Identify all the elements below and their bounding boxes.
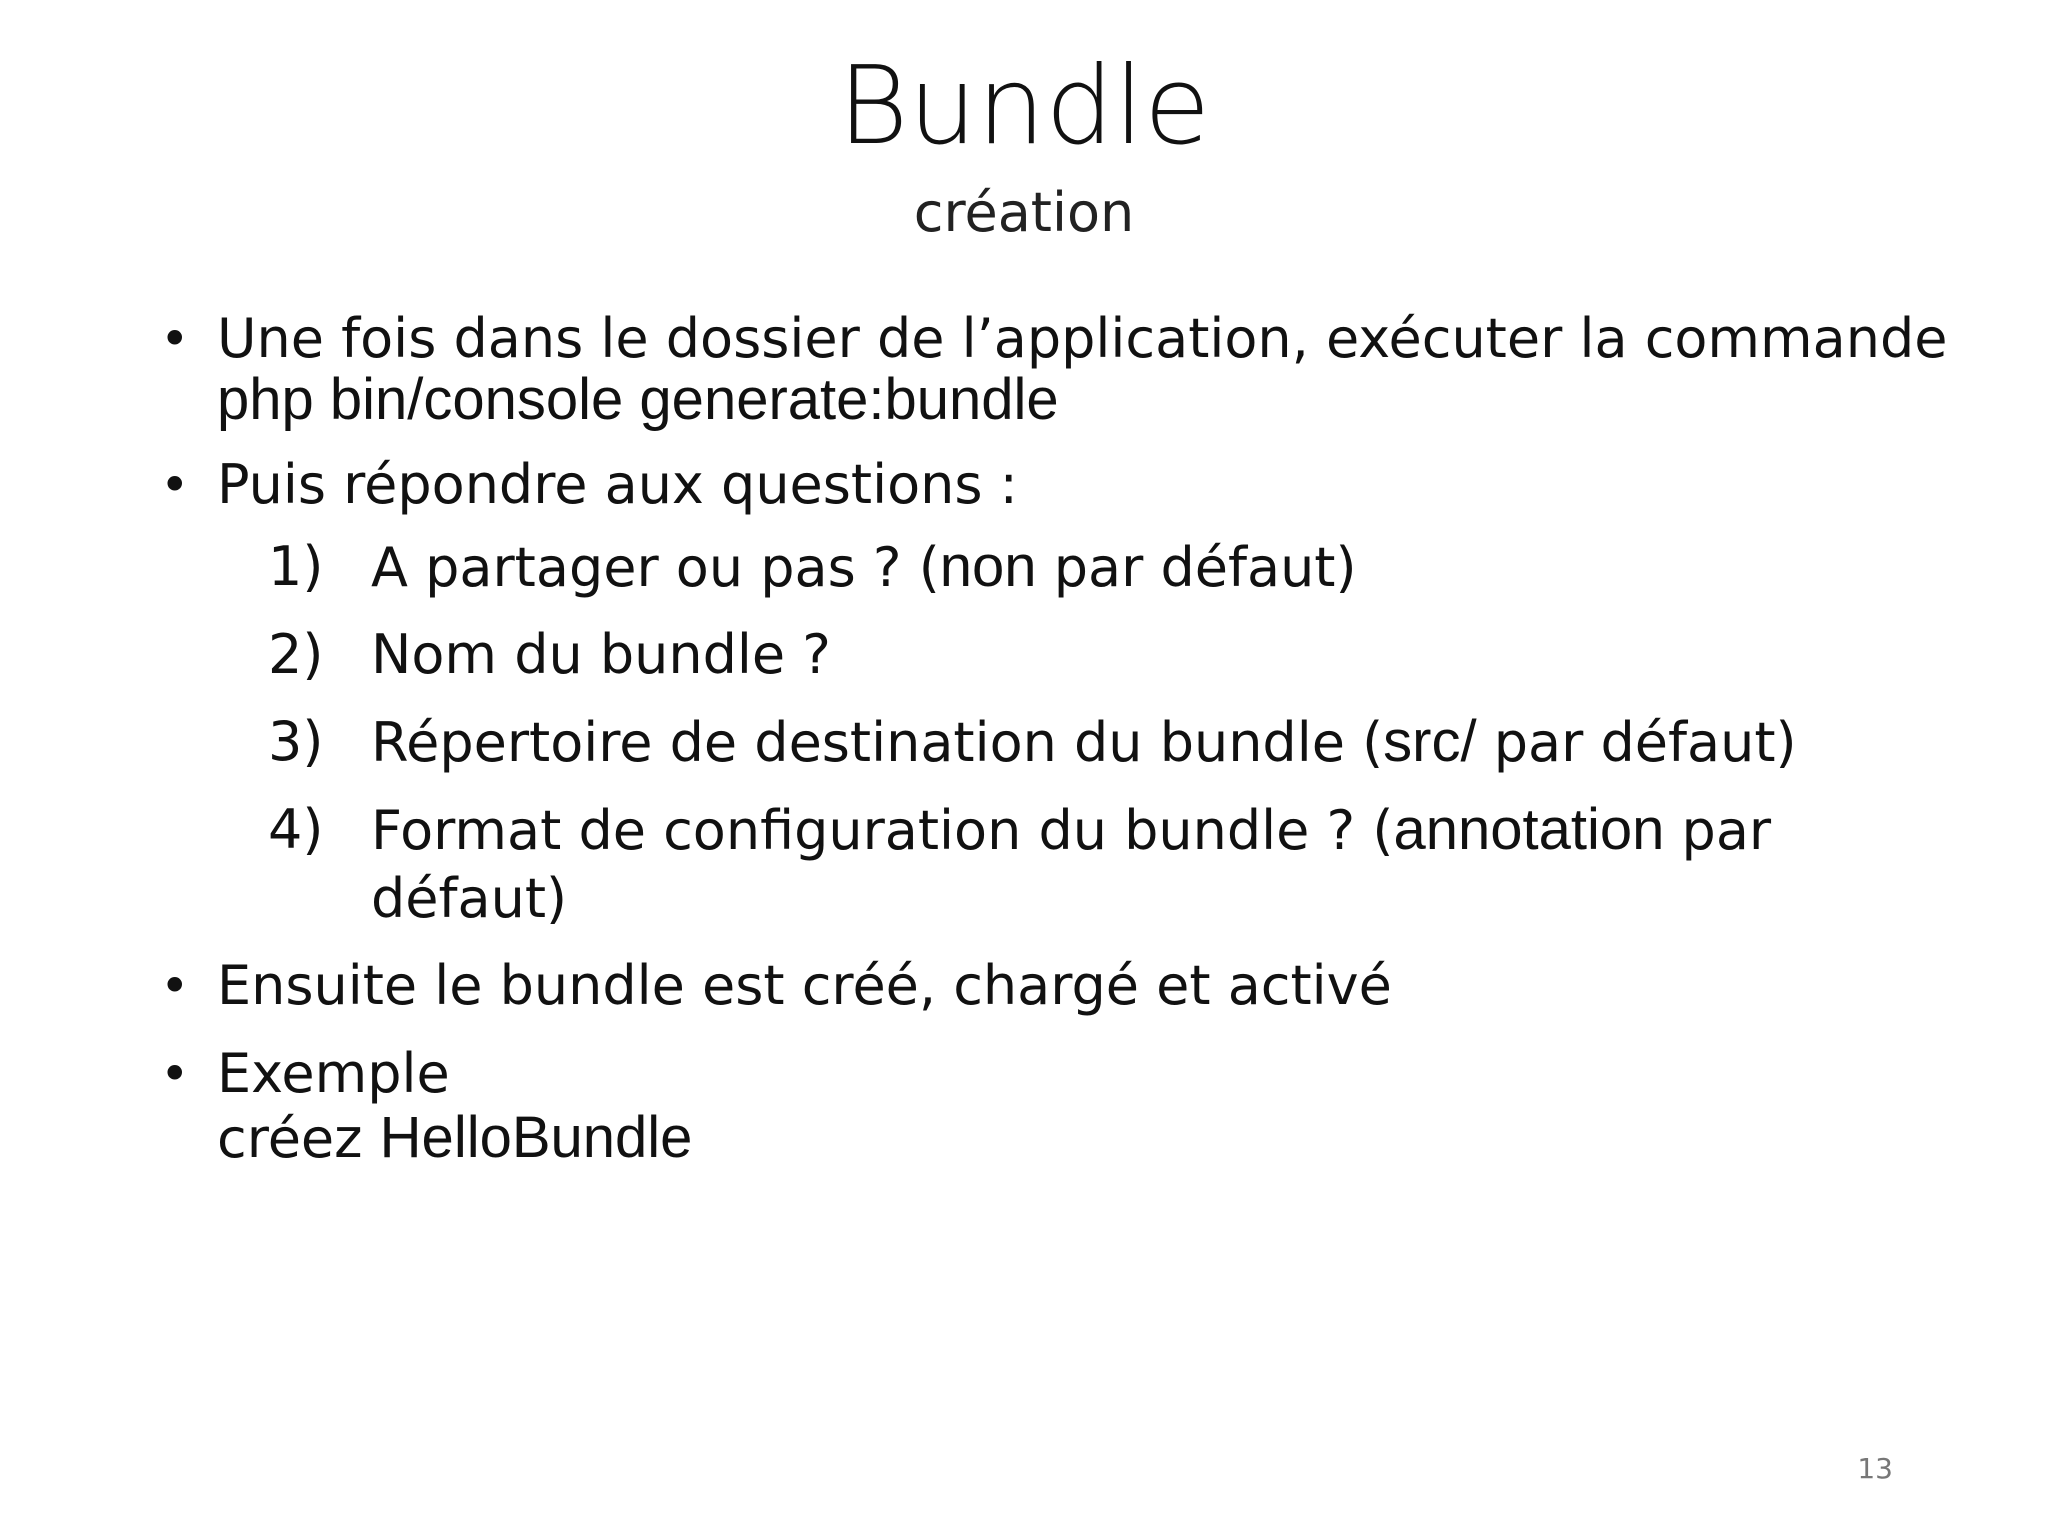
list-item-code: annotation xyxy=(1393,797,1665,862)
example-code: HelloBundle xyxy=(379,1105,693,1170)
list-item-text-end: par défaut) xyxy=(371,799,1772,930)
bullet-text: Exemple xyxy=(217,1042,450,1105)
list-item xyxy=(268,708,2020,777)
bullet-text: Puis répondre aux questions : xyxy=(217,453,1018,516)
list-item xyxy=(268,533,2020,602)
list-item-text: Format de configuration du bundle ? ( xyxy=(371,799,1394,862)
bullet-icon: • xyxy=(160,1045,190,1103)
bullet-icon: • xyxy=(160,957,190,1015)
list-item-text: Répertoire de destination du bundle ( xyxy=(371,711,1384,774)
slide-body xyxy=(160,305,2020,1191)
list-item-number: 1) xyxy=(268,535,324,598)
command-text: php bin/console generate:bundle xyxy=(217,367,1059,432)
list-item xyxy=(268,621,2020,689)
list-item-text: A partager ou pas ? ( xyxy=(371,536,940,599)
questions-list xyxy=(268,533,2020,933)
list-item-number: 2) xyxy=(268,623,324,686)
slide-title: Bundle xyxy=(837,44,1211,169)
bullet-text: Ensuite le bundle est créé, chargé et activé xyxy=(217,954,1392,1017)
list-item-code: non xyxy=(939,534,1037,599)
list-item-text-end: par défaut) xyxy=(1036,536,1357,599)
bullet-text: Une fois dans le dossier de l’application, exécuter la commande xyxy=(217,307,1948,370)
bullet-questions xyxy=(160,451,2020,519)
example-text: créez xyxy=(217,1107,380,1170)
example-line xyxy=(217,1104,2020,1173)
bullet-command xyxy=(160,305,2020,433)
bullet-icon: • xyxy=(160,456,190,514)
bullet-icon: • xyxy=(160,310,190,368)
list-item xyxy=(268,796,1911,933)
list-item-text: Nom du bundle ? xyxy=(371,623,831,686)
slide-subtitle: création xyxy=(913,181,1135,244)
list-item-code: src/ xyxy=(1383,709,1477,774)
bullet-example xyxy=(160,1040,2020,1173)
list-item-number: 4) xyxy=(268,798,324,861)
list-item-text-end: par défaut) xyxy=(1476,711,1797,774)
list-item-number: 3) xyxy=(268,710,324,773)
page-number: 13 xyxy=(1857,1452,1893,1485)
bullet-result xyxy=(160,952,2020,1020)
